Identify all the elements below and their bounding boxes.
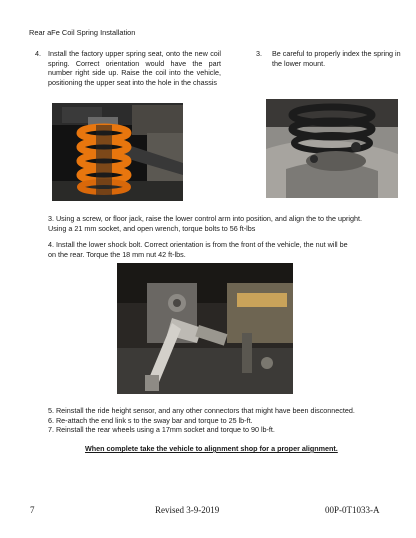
lower-shock-bolt-photo (117, 263, 293, 394)
step-line: on the rear. Torque the 18 mm nut 42 ft-lbs. (48, 249, 186, 259)
orange-coil-spring-photo (52, 103, 183, 201)
step-3-lower (48, 214, 378, 233)
step-3-upper (256, 49, 406, 68)
list-item: 6. Re-attach the end link s to the sway bar and torque to 25 lb-ft. (48, 415, 253, 425)
step-line: Using a 21 mm socket, and open wrench, torque bolts to 56 ft-lbs (48, 223, 256, 233)
page-number: 7 (30, 505, 35, 515)
step-text: Be careful to properly index the spring in the lower mount. (272, 49, 401, 68)
list-item: 5. Reinstall the ride height sensor, and any other connectors that might have been disconnected. (48, 406, 355, 415)
step-text: Install the factory upper spring seat, onto the new coil spring. Correct orientation would have the part number right side up. Raise the coil into the vehicle, positioning the upper seat into the hole in the chassis (48, 49, 221, 87)
step-line: 4. Install the lower shock bolt. Correct orientation is from the front of the vehicle, the nut will be (48, 240, 348, 249)
black-coil-spring-photo (266, 99, 398, 198)
step-line: 3. Using a screw, or floor jack, raise the lower control arm into position, and align the to the upright. (48, 214, 363, 223)
step-4-upper (35, 49, 221, 87)
step-number: 3. (256, 49, 262, 58)
revision-date: Revised 3-9-2019 (155, 505, 220, 515)
alignment-notice: When complete take the vehicle to alignment shop for a proper alignment. (85, 444, 338, 453)
final-steps-list (48, 406, 388, 435)
step-4-lower (48, 240, 378, 259)
step-number: 4. (35, 49, 41, 58)
part-number: 00P-0T1033-A (325, 505, 380, 515)
document-title: Rear aFe Coil Spring Installation (29, 28, 136, 37)
list-item: 7. Reinstall the rear wheels using a 17mm socket and torque to 90 lb-ft. (48, 425, 275, 435)
